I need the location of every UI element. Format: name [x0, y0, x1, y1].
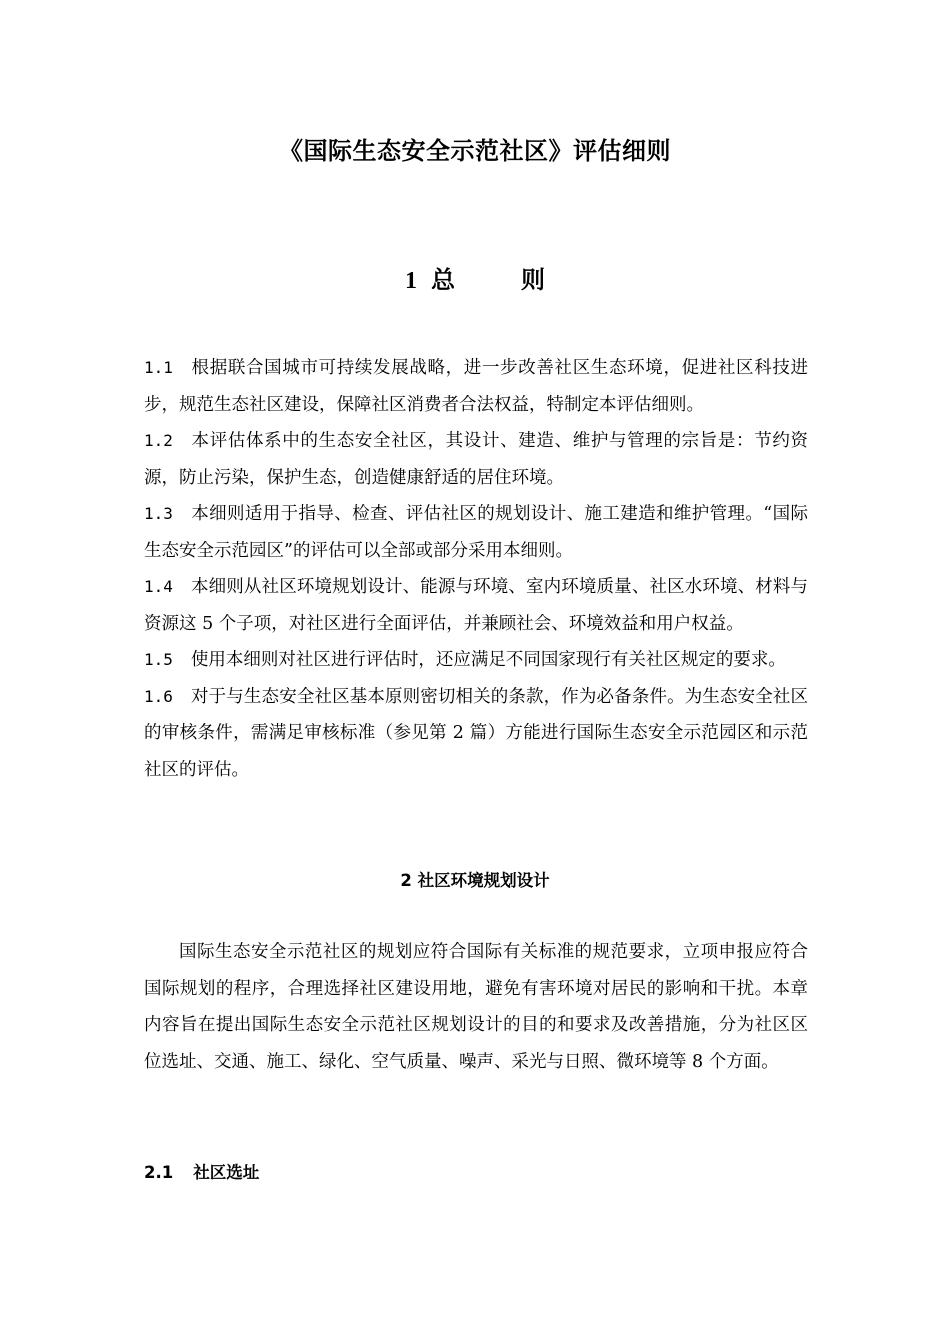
clause-text: 本细则适用于指导、检查、评估社区的规划设计、施工建造和维护管理。“国际生态安全示范园区”的评估可以全部或部分采用本细则。: [144, 504, 808, 561]
clause-1-2: [144, 423, 808, 496]
clause-text: 使用本细则对社区进行评估时，还应满足不同国家现行有关社区规定的要求。: [190, 650, 786, 670]
clause-1-6: [144, 679, 808, 789]
chapter-1-clauses: [144, 350, 808, 788]
clause-text: 根据联合国城市可持续发展战略，进一步改善社区生态环境，促进社区科技进步，规范生态社区建设，保障社区消费者合法权益，特制定本评估细则。: [144, 358, 808, 415]
chapter-1-heading-char-2: 则: [521, 266, 545, 294]
clause-1-4: [144, 569, 808, 642]
clause-1-5: [144, 642, 808, 679]
chapter-2-heading: 2 社区环境规划设计: [400, 871, 550, 890]
clause-text: 对于与生态安全社区基本原则密切相关的条款，作为必备条件。为生态安全社区的审核条件，需满足审核标准（参见第 2 篇）方能进行国际生态安全示范园区和示范社区的评估。: [144, 686, 808, 780]
clause-number: 1.5: [144, 650, 173, 669]
clause-text: 本细则从社区环境规划设计、能源与环境、室内环境质量、社区水环境、材料与资源这 5 个子项，对社区进行全面评估，并兼顾社会、环境效益和用户权益。: [144, 577, 808, 634]
clause-1-1: [144, 350, 808, 423]
section-2-1-heading: [144, 1158, 259, 1188]
section-title: 社区选址: [193, 1163, 260, 1182]
chapter-1-heading: [0, 262, 950, 299]
clause-text: 本评估体系中的生态安全社区，其设计、建造、维护与管理的宗旨是：节约资源，防止污染，保护生态，创造健康舒适的居住环境。: [144, 431, 808, 488]
chapter-1-heading-char-1: 总: [431, 266, 455, 294]
clause-number: 1.2: [144, 431, 173, 450]
clause-1-3: [144, 496, 808, 569]
clause-number: 1.1: [144, 358, 173, 377]
section-number: 2.1: [144, 1163, 174, 1182]
chapter-1-number: 1: [405, 268, 417, 294]
clause-number: 1.4: [144, 577, 173, 596]
clause-number: 1.6: [144, 686, 173, 706]
chapter-2-intro-paragraph: 国际生态安全示范社区的规划应符合国际有关标准的规范要求，立项申报应符合国际规划的程序，合理选择社区建设用地，避免有害环境对居民的影响和干扰。本章内容旨在提出国际生态安全示范社区规划设计的目的和要求及改善措施，分为社区区位选址、交通、施工、绿化、空气质量、噪声、采光与日照、微环境等 8 个方面。: [144, 942, 808, 1072]
document-title: 《国际生态安全示范社区》评估细则: [279, 137, 671, 165]
clause-number: 1.3: [144, 504, 173, 523]
